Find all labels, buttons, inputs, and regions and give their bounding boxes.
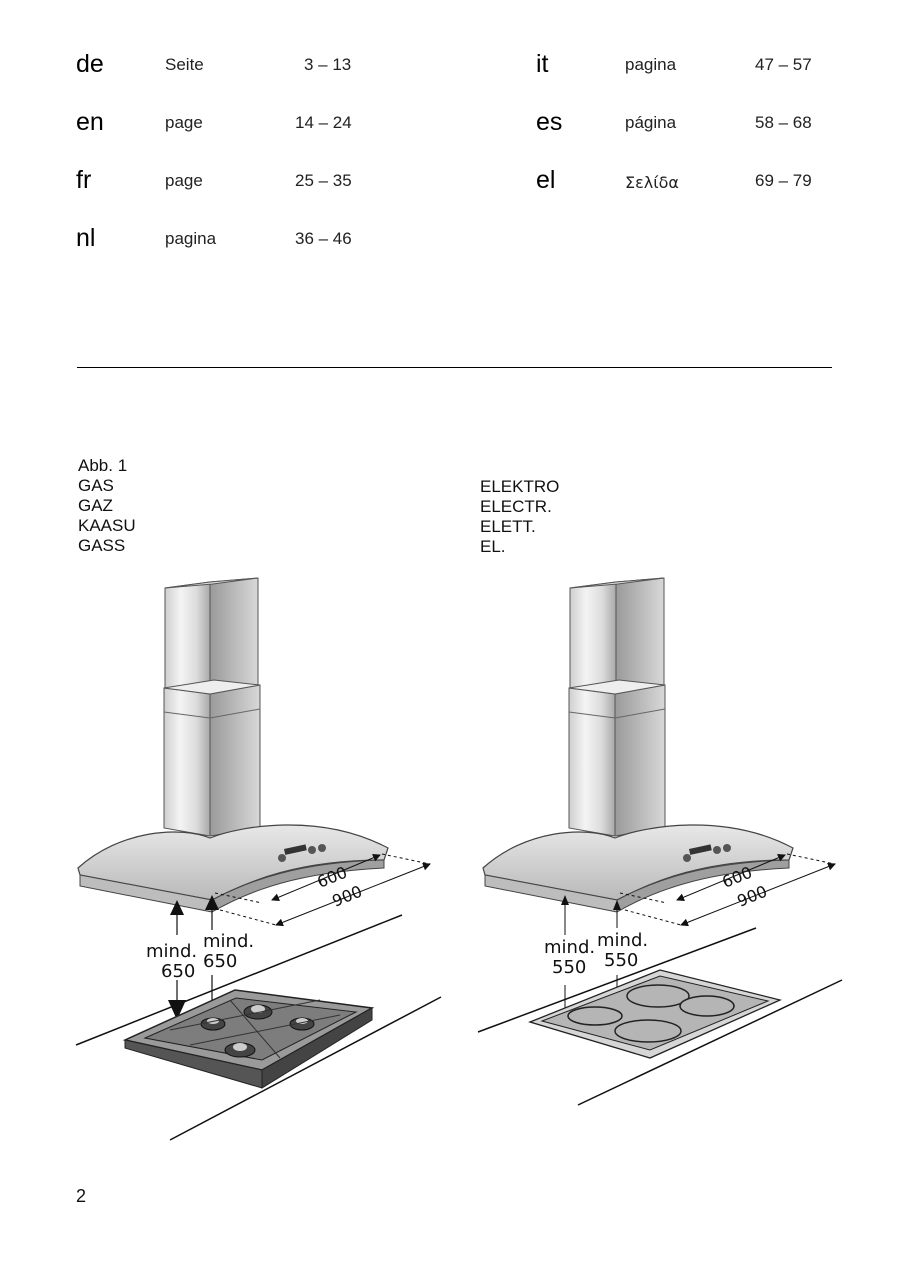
lang-code-nl: nl: [76, 224, 96, 252]
electric-depth-900: 900: [734, 881, 770, 911]
caption-line: EL.: [480, 537, 506, 556]
caption-line: Abb. 1: [78, 456, 128, 475]
caption-line: GAS: [78, 476, 114, 495]
lang-code-de: de: [76, 50, 104, 78]
gas-hob: [125, 990, 372, 1088]
lang-label-nl: pagina: [165, 229, 217, 248]
lang-range-it: 47 – 57: [755, 55, 812, 74]
gas-depth-900: 900: [329, 881, 365, 911]
caption-line: GASS: [78, 536, 126, 555]
caption-line: ELECTR.: [480, 497, 552, 516]
lang-range-fr: 25 – 35: [295, 171, 352, 190]
lang-range-el: 69 – 79: [755, 171, 812, 190]
lang-label-el: Σελίδα: [625, 173, 679, 192]
lang-code-en: en: [76, 108, 104, 136]
lang-code-fr: fr: [76, 166, 92, 194]
caption-line: KAASU: [78, 516, 136, 535]
lang-label-de: Seite: [165, 55, 204, 74]
caption-line: ELETT.: [480, 517, 536, 536]
lang-code-it: it: [536, 50, 549, 78]
caption-line: ELEKTRO: [480, 477, 560, 496]
page-number: 2: [76, 1186, 87, 1206]
electric-hob: [530, 970, 780, 1058]
lang-label-fr: page: [165, 171, 203, 190]
lang-label-en: page: [165, 113, 203, 132]
lang-range-de: 3 – 13: [304, 55, 352, 74]
gas-min-front-value: 650: [161, 961, 196, 982]
gas-min-rear-word: mind.: [203, 931, 255, 952]
caption-line: GAZ: [78, 496, 113, 515]
lang-range-es: 58 – 68: [755, 113, 812, 132]
lang-range-nl: 36 – 46: [295, 229, 352, 248]
electric-depth-600: 600: [719, 862, 755, 892]
gas-min-rear-value: 650: [203, 951, 238, 972]
electric-min-front-value: 550: [552, 957, 587, 978]
electric-hood-illustration: [478, 578, 842, 1105]
gas-hood-illustration: [76, 578, 441, 1140]
electric-min-rear-word: mind.: [597, 930, 649, 951]
electric-min-rear-value: 550: [604, 950, 639, 971]
lang-code-el: el: [536, 166, 556, 194]
lang-code-es: es: [536, 108, 563, 136]
lang-range-en: 14 – 24: [295, 113, 352, 132]
gas-depth-600: 600: [314, 862, 350, 892]
gas-min-front-word: mind.: [146, 941, 198, 962]
lang-label-it: pagina: [625, 55, 677, 74]
lang-label-es: página: [625, 113, 677, 132]
electric-min-front-word: mind.: [544, 937, 596, 958]
